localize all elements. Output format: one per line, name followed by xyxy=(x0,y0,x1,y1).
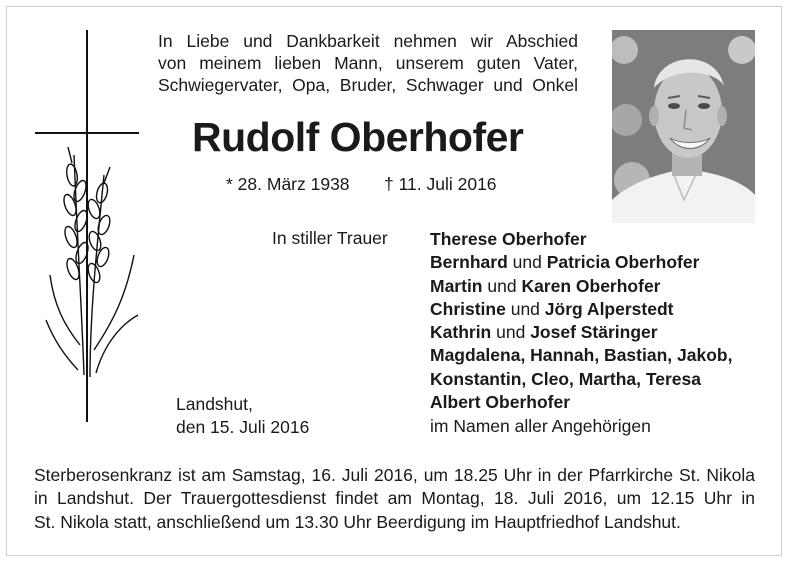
place-date xyxy=(176,393,309,440)
mourners-list xyxy=(430,228,732,414)
wheat-icon xyxy=(44,145,140,385)
mourner-name: Patricia Oberhofer xyxy=(546,252,700,273)
mourner-name: Jörg Alperstedt xyxy=(544,298,674,319)
intro-text xyxy=(158,30,578,96)
mourner-row xyxy=(430,298,732,321)
cross-horizontal-bar xyxy=(35,132,139,134)
mourners-closing: im Namen aller Angehörigen xyxy=(430,416,651,436)
service-line: Sterberosenkranz ist am Samstag, 16. Juli 2016, um 18.25 Uhr in der Pfarrkirche St. Nikola xyxy=(34,465,755,485)
mourner-name: Bernhard xyxy=(430,252,508,273)
mourner-name: Therese Oberhofer xyxy=(430,229,587,249)
mourner-row xyxy=(430,275,732,298)
mourner-conjunction: und xyxy=(505,298,545,319)
mourner-row xyxy=(430,391,732,414)
mourner-name: Magdalena, Hannah, Bastian, Jakob, xyxy=(430,345,733,366)
intro-line: In Liebe und Dankbarkeit nehmen wir Abschied xyxy=(158,31,578,51)
mourner-name: Josef Stäringer xyxy=(530,322,658,343)
deceased-name: Rudolf Oberhofer xyxy=(192,114,524,160)
mourner-name: Christine xyxy=(430,298,506,319)
death-date: † 11. Juli 2016 xyxy=(384,174,497,194)
mourner-name: Karen Oberhofer xyxy=(521,275,661,296)
mourner-row xyxy=(430,321,732,344)
mourner-row xyxy=(430,251,732,274)
mourning-label: In stiller Trauer xyxy=(272,228,388,248)
mourner-conjunction: und xyxy=(491,322,531,343)
intro-line: von meinem lieben Mann, unserem guten Vater, xyxy=(158,53,578,73)
mourner-name: Kathrin xyxy=(430,322,492,343)
mourner-row xyxy=(430,368,732,391)
mourner-name: Albert Oberhofer xyxy=(430,392,571,413)
service-info xyxy=(34,464,755,534)
mourner-conjunction: und xyxy=(507,252,547,273)
mourner-conjunction: und xyxy=(482,275,522,296)
mourner-name: Konstantin, Cleo, Martha, Teresa xyxy=(430,368,701,389)
place-city: Landshut, xyxy=(176,394,253,414)
birth-date: * 28. März 1938 xyxy=(226,174,350,194)
portrait-photo xyxy=(612,30,755,223)
service-line: St. Nikola statt, anschließend um 13.30 Uhr Beerdigung im Hauptfriedhof Landshut. xyxy=(34,511,681,532)
service-line: in Landshut. Der Trauergottesdienst findet am Montag, 18. Juli 2016, um 12.15 Uhr in xyxy=(34,488,755,509)
mourner-name: Martin xyxy=(430,275,483,296)
intro-line: Schwiegervater, Opa, Bruder, Schwager und Onkel xyxy=(158,75,578,95)
mourner-row xyxy=(430,228,732,251)
place-date-line: den 15. Juli 2016 xyxy=(176,417,310,438)
mourner-row xyxy=(430,344,732,367)
